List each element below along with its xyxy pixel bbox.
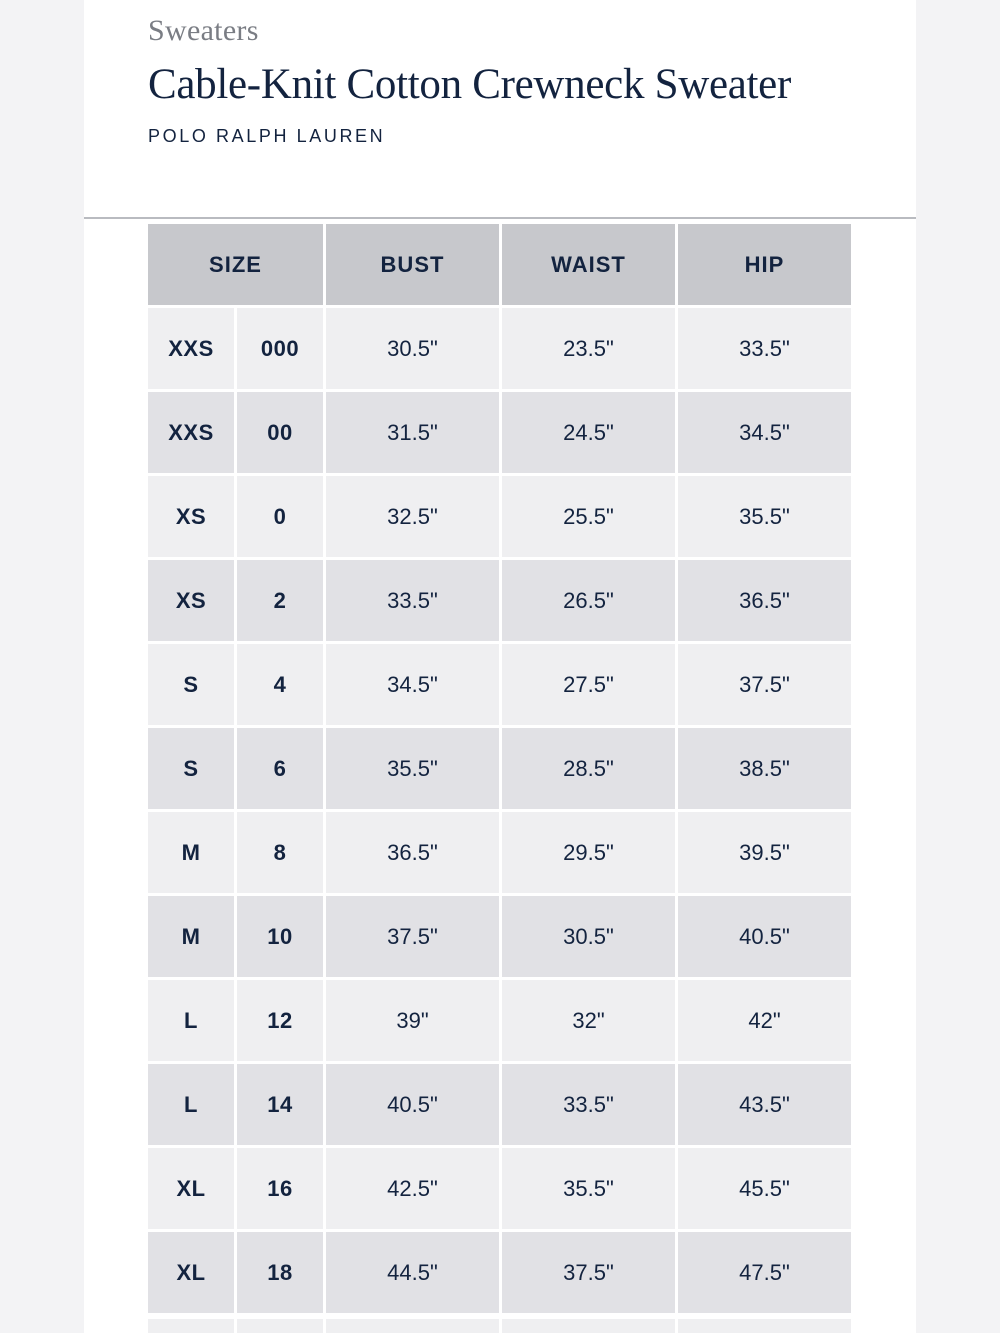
table-header-row [148, 224, 851, 305]
bust-cell: 35.5" [326, 728, 499, 809]
waist-cell: 24.5" [502, 392, 675, 473]
waist-cell: 28.5" [502, 728, 675, 809]
waist-cell: 29.5" [502, 812, 675, 893]
hip-cell: 36.5" [678, 560, 851, 641]
size-numeric-cell: 8 [237, 812, 323, 893]
column-header-hip: HIP [678, 224, 851, 305]
size-alpha-cell: L [148, 980, 234, 1061]
bust-cell: 34.5" [326, 644, 499, 725]
size-alpha-cell: XL [148, 1148, 234, 1229]
bust-cell: 32.5" [326, 476, 499, 557]
bust-cell: 33.5" [326, 560, 499, 641]
table-row [148, 476, 851, 557]
waist-cell: 25.5" [502, 476, 675, 557]
bust-cell: 36.5" [326, 812, 499, 893]
waist-cell: 30.5" [502, 896, 675, 977]
table-cell [502, 1319, 675, 1333]
hip-cell: 38.5" [678, 728, 851, 809]
size-chart-table [145, 221, 854, 1316]
table-row [148, 728, 851, 809]
table-cell [148, 1319, 234, 1333]
table-row [148, 560, 851, 641]
waist-cell: 27.5" [502, 644, 675, 725]
size-numeric-cell: 14 [237, 1064, 323, 1145]
table-row [148, 1148, 851, 1229]
size-alpha-cell: M [148, 812, 234, 893]
hip-cell: 40.5" [678, 896, 851, 977]
size-numeric-cell: 0 [237, 476, 323, 557]
table-row [148, 896, 851, 977]
waist-cell: 37.5" [502, 1232, 675, 1313]
size-numeric-cell: 18 [237, 1232, 323, 1313]
size-numeric-cell: 6 [237, 728, 323, 809]
waist-cell: 32" [502, 980, 675, 1061]
brand-name: POLO RALPH LAUREN [148, 126, 386, 146]
size-numeric-cell: 00 [237, 392, 323, 473]
hip-cell: 47.5" [678, 1232, 851, 1313]
size-alpha-cell: M [148, 896, 234, 977]
size-numeric-cell: 16 [237, 1148, 323, 1229]
bust-cell: 37.5" [326, 896, 499, 977]
column-header-size: SIZE [148, 224, 323, 305]
hip-cell: 43.5" [678, 1064, 851, 1145]
size-alpha-cell: S [148, 644, 234, 725]
size-alpha-cell: XXS [148, 308, 234, 389]
table-cell [326, 1319, 499, 1333]
table-row-partial [148, 1319, 853, 1333]
waist-cell: 26.5" [502, 560, 675, 641]
bust-cell: 44.5" [326, 1232, 499, 1313]
product-title: Cable-Knit Cotton Crewneck Sweater [148, 61, 791, 108]
hip-cell: 37.5" [678, 644, 851, 725]
size-alpha-cell: XS [148, 560, 234, 641]
bust-cell: 30.5" [326, 308, 499, 389]
column-header-waist: WAIST [502, 224, 675, 305]
table-row [148, 392, 851, 473]
size-alpha-cell: S [148, 728, 234, 809]
size-numeric-cell: 2 [237, 560, 323, 641]
bust-cell: 42.5" [326, 1148, 499, 1229]
size-alpha-cell: XS [148, 476, 234, 557]
table-row [148, 644, 851, 725]
hip-cell: 39.5" [678, 812, 851, 893]
table-row [148, 308, 851, 389]
waist-cell: 23.5" [502, 308, 675, 389]
table-row [148, 980, 851, 1061]
size-alpha-cell: L [148, 1064, 234, 1145]
hip-cell: 34.5" [678, 392, 851, 473]
bust-cell: 40.5" [326, 1064, 499, 1145]
column-header-bust: BUST [326, 224, 499, 305]
hip-cell: 42" [678, 980, 851, 1061]
table-row [148, 812, 851, 893]
category-label[interactable]: Sweaters [148, 14, 259, 47]
size-numeric-cell: 10 [237, 896, 323, 977]
waist-cell: 33.5" [502, 1064, 675, 1145]
table-row [148, 1232, 851, 1313]
size-numeric-cell: 000 [237, 308, 323, 389]
hip-cell: 35.5" [678, 476, 851, 557]
hip-cell: 33.5" [678, 308, 851, 389]
header-divider [84, 217, 916, 219]
size-numeric-cell: 4 [237, 644, 323, 725]
bust-cell: 31.5" [326, 392, 499, 473]
size-alpha-cell: XXS [148, 392, 234, 473]
table-row [148, 1064, 851, 1145]
size-alpha-cell: XL [148, 1232, 234, 1313]
hip-cell: 45.5" [678, 1148, 851, 1229]
bust-cell: 39" [326, 980, 499, 1061]
table-cell [678, 1319, 851, 1333]
waist-cell: 35.5" [502, 1148, 675, 1229]
table-cell [237, 1319, 323, 1333]
size-numeric-cell: 12 [237, 980, 323, 1061]
